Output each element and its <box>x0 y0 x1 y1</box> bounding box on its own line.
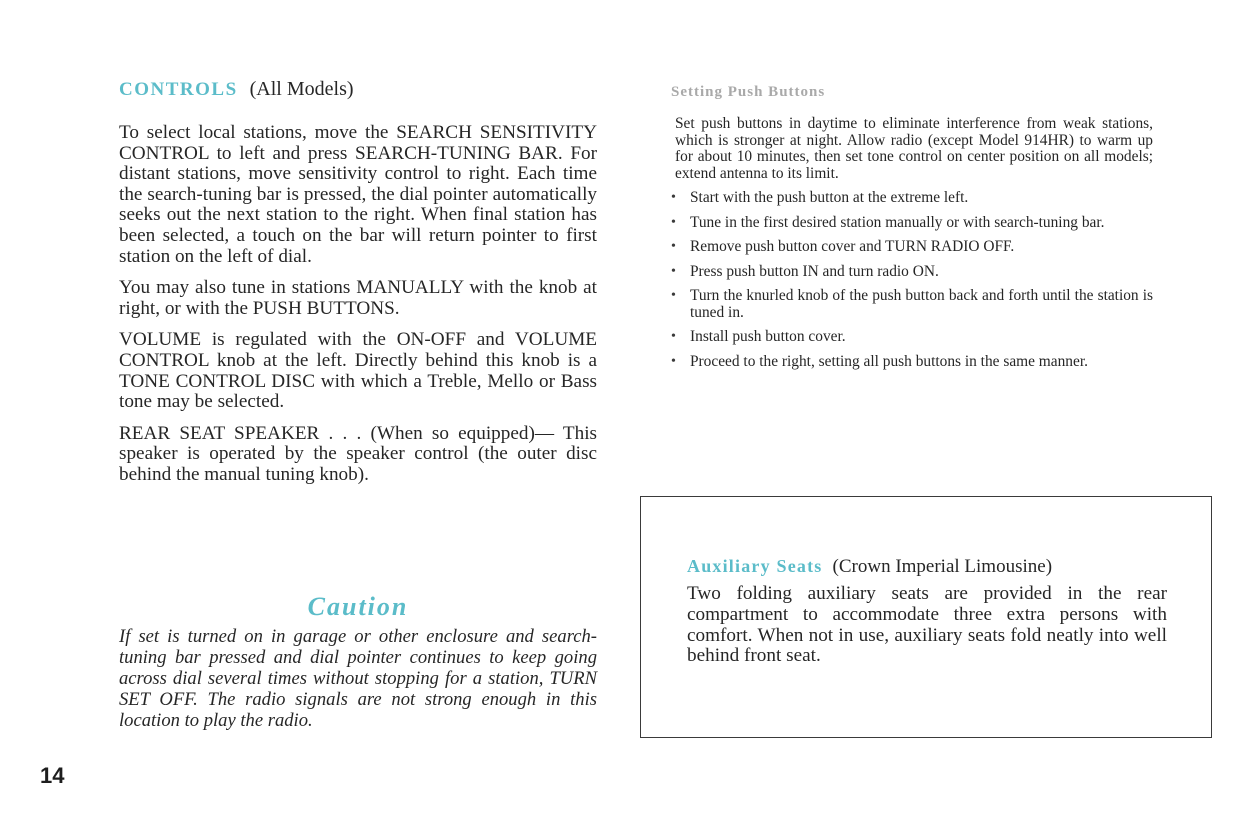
bullet-icon: • <box>671 190 676 205</box>
push-buttons-heading: Setting Push Buttons <box>671 84 826 100</box>
bullet-icon: • <box>671 353 676 369</box>
volume-paragraph: VOLUME is regulated with the ON-OFF and VOLUME CONTROL knob at the left. Directly behind this knob is a TONE CONTROL DISC with which a Treble, Mello or Bass tone may be selected. <box>119 329 597 413</box>
page-number: 14 <box>40 763 65 788</box>
list-item <box>671 288 1153 321</box>
step-text: Install push button cover. <box>690 328 846 345</box>
search-tuning-paragraph: To select local stations, move the SEARCH SENSITIVITY CONTROL to left and press SEARCH-TUNING BAR. For distant stations, move sensitivity control to right. Each time the search-tuning bar is pressed, the dial pointer automatically seeks out the next station to the right. When final station has been selected, a touch on the bar will return pointer to first station on the left of dial. <box>119 122 597 267</box>
caution-title: Caution <box>307 592 409 621</box>
step-text: Turn the knurled knob of the push button back and forth until the station is tuned in. <box>690 287 1153 321</box>
auxiliary-seats-text: Two folding auxiliary seats are provided in the rear compartment to accommodate three extra persons with comfort. When not in use, auxiliary seats fold neatly into well behind front seat. <box>687 583 1167 667</box>
list-item <box>671 239 1153 256</box>
controls-section <box>119 74 597 497</box>
list-item <box>671 264 1153 281</box>
bullet-icon: • <box>671 263 676 279</box>
controls-heading-accent: CONTROLS <box>119 79 238 100</box>
step-text: Remove push button cover and TURN RADIO OFF. <box>690 238 1015 255</box>
push-buttons-intro: Set push buttons in daytime to eliminate interference from weak stations, which is stronger at night. Allow radio (except Model 914HR) to warm up for about 10 minutes, then set tone control on center position on all models; extend antenna to its limit. <box>675 115 1153 182</box>
bullet-icon: • <box>671 239 676 254</box>
list-item <box>671 190 1153 207</box>
list-item <box>671 354 1153 371</box>
auxiliary-seats-heading-model: (Crown Imperial Limousine) <box>832 556 1053 577</box>
controls-heading <box>119 74 597 105</box>
auxiliary-seats-heading-accent: Auxiliary Seats <box>687 556 823 576</box>
auxiliary-seats-heading <box>687 553 1167 580</box>
caution-text: If set is turned on in garage or other enclosure and search-tuning bar pressed and dial pointer continues to keep going across dial several times without stopping for a station, TURN SET OFF. The radio signals are not strong enough in this location to play the radio. <box>119 626 597 731</box>
step-text: Press push button IN and turn radio ON. <box>690 262 939 280</box>
push-buttons-section <box>671 82 1153 378</box>
list-item <box>671 215 1153 232</box>
step-text: Proceed to the right, setting all push buttons in the same manner. <box>690 352 1088 370</box>
manual-tuning-paragraph: You may also tune in stations MANUALLY with the knob at right, or with the PUSH BUTTONS. <box>119 277 597 319</box>
list-item <box>671 329 1153 346</box>
bullet-icon: • <box>671 214 676 230</box>
step-text: Tune in the first desired station manually or with search-tuning bar. <box>690 213 1105 231</box>
rear-speaker-paragraph: REAR SEAT SPEAKER . . . (When so equipped)— This speaker is operated by the speaker control (the outer disc behind the manual tuning knob). <box>119 422 597 485</box>
auxiliary-seats-box <box>640 496 1212 738</box>
bullet-icon: • <box>671 288 676 303</box>
auxiliary-seats-content <box>687 553 1167 667</box>
bullet-icon: • <box>671 329 676 344</box>
step-text: Start with the push button at the extreme left. <box>690 189 969 206</box>
controls-heading-models: (All Models) <box>249 78 354 100</box>
push-buttons-steps <box>671 190 1153 370</box>
